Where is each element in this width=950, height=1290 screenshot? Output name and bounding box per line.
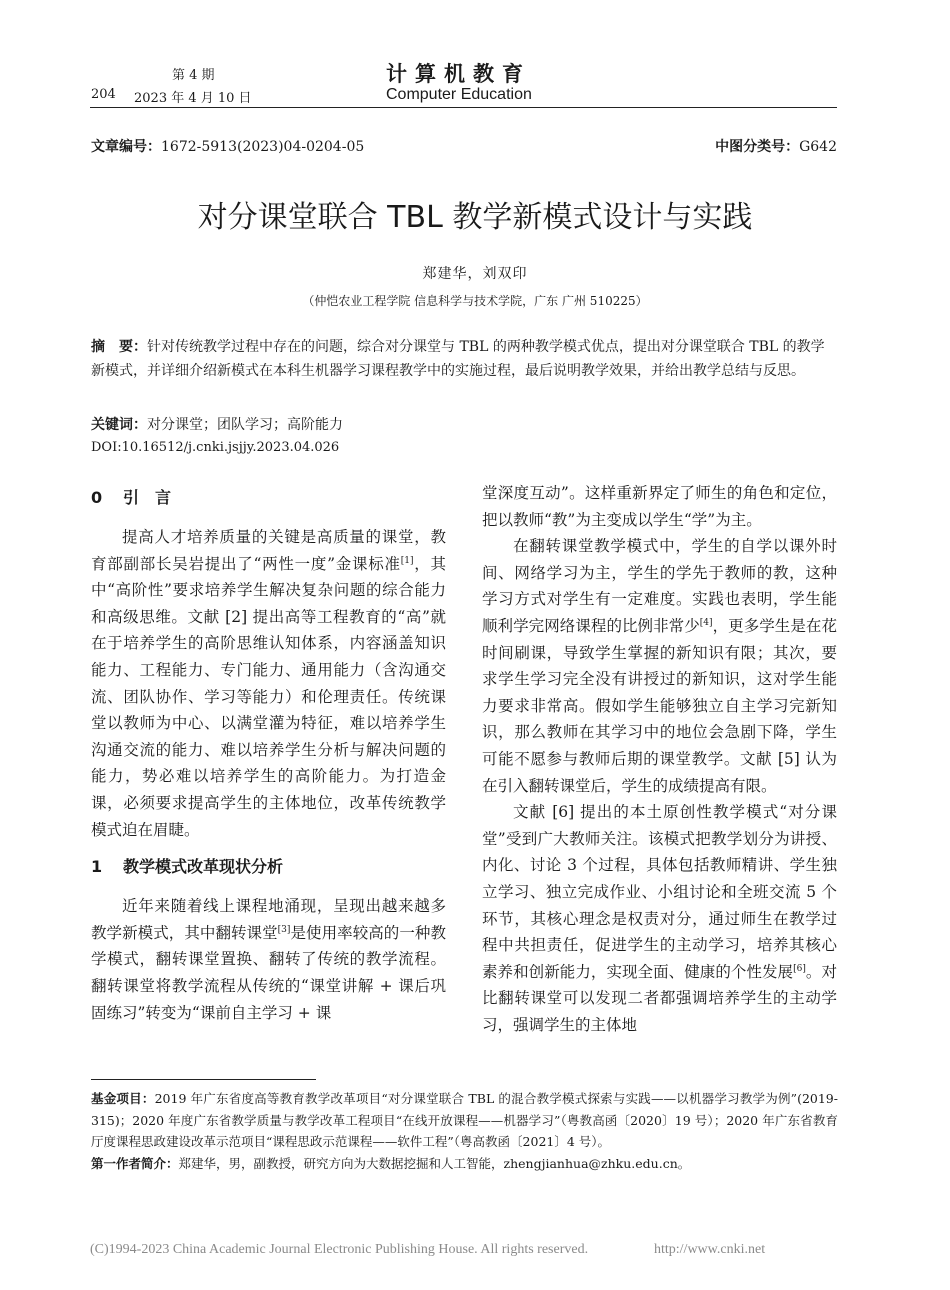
abstract [91, 335, 838, 383]
author-note [91, 1153, 838, 1175]
section-heading-0 [91, 484, 446, 512]
classification-label: 中图分类号： [715, 139, 800, 155]
journal-title-cn: 计算机教育 [386, 62, 531, 86]
section-title: 引 言 [123, 488, 172, 507]
citation: [6] [793, 963, 806, 974]
article-number [91, 136, 364, 156]
header-page-number: 204 [91, 87, 116, 102]
citation: [3] [277, 924, 291, 935]
paragraph-text: 提高人才培养质量的关键是高质量的课堂，教育部副部长吴岩提出了“两性一度”金课标准 [91, 528, 446, 573]
doi: DOI:10.16512/j.cnki.jsjjy.2023.04.026 [91, 440, 340, 455]
paragraph-text: ，其中“高阶性”要求培养学生解决复杂问题的综合能力和高级思维。文献 [2] 提出高等工程教育的“高”就在于培养学生的高阶思维认知体系，内容涵盖知识能力、工程能力、专门能力、通用能力（含沟通交流、团队协作、学习等能力）和伦理责任。传统课堂以教师为中心、以满堂灌为特征，难以培养学生沟通交流的能力、难以培养学生分析与解决问题的能力，势必难以培养学生的高阶能力。为打造金课，必须要求提高学生的主体地位，改革传统教学模式迫在眉睫。 [91, 554, 446, 839]
abstract-label: 摘 要： [91, 339, 147, 355]
section-title: 教学模式改革现状分析 [123, 857, 284, 877]
funding-text: 2019 年广东省度高等教育教学改革项目“对分课堂联合 TBL 的混合教学模式探索与实践——以机器学习教学为例”(2019-315)；2020 年度广东省教学质量与教学改革工程项目“在线开放课程——机器学习”（粤教高函〔2020〕19 号）；2020 年广东省教育厅度课程思政建设改革示范项目“课程思政示范课程——软件工程”（粤高教函〔2021〕4 号）。 [91, 1091, 838, 1149]
paper-authors: 郑建华，刘双印 [422, 266, 528, 282]
paragraph-text: 近年来随着线上课程地涌现，呈现出越来越多教学新模式，其中翻转课堂 [91, 897, 446, 942]
classification-value: G642 [799, 139, 837, 155]
funding-note [91, 1088, 838, 1153]
article-number-value: 1672-5913(2023)04-0204-05 [161, 139, 365, 155]
header-rule [90, 107, 837, 108]
footnote-rule [91, 1079, 316, 1080]
paragraph-text: 是使用率较高的一种教学模式，翻转课堂置换、翻转了传统的教学流程。翻转课堂将教学流程从传统的“课堂讲解 + 课后巩固练习”转变为“课前自主学习 + 课 [91, 923, 446, 1022]
paragraph-text: 在翻转课堂教学模式中，学生的自学以课外时间、网络学习为主，学生的学先于教师的教，这种学习方式对学生有一定难度。实践也表明，学生能顺利学完网络课程的比例非常少 [482, 537, 837, 635]
citation: [4] [699, 617, 713, 628]
article-number-label: 文章编号： [91, 139, 161, 155]
classification-number [715, 136, 837, 156]
paper-title: 对分课堂联合 TBL 教学新模式设计与实践 [197, 200, 753, 235]
author-note-label: 第一作者简介： [91, 1155, 179, 1171]
keywords-text: 对分课堂；团队学习；高阶能力 [147, 417, 343, 433]
paragraph-text: ，更多学生是在花时间刷课，导致学生掌握的新知识有限；其次，要求学生学习完全没有讲授过的新知识，这对学生能力要求非常高。假如学生能够独立自主学习完新知识，那么教师在其学习中的地位会急剧下降，学生可能不愿参与教师后期的课堂教学。文献 [5] 认为在引入翻转课堂后，学生的成绩提高有限。 [482, 616, 837, 795]
section-heading-1 [91, 853, 446, 881]
header-date: 2023 年 4 月 10 日 [134, 91, 252, 106]
paragraph-pad [482, 799, 837, 1038]
footnotes [91, 1088, 838, 1174]
body-column-left [91, 480, 446, 1026]
keywords-label: 关键词： [91, 417, 147, 433]
journal-title-en: Computer Education [386, 86, 532, 103]
paragraph-text: 。对比翻转课堂可以发现二者都强调培养学生的主动学习，强调学生的主体地 [482, 962, 837, 1034]
citation: [1] [400, 555, 414, 566]
copyright-footer: (C)1994-2023 China Academic Journal Electronic Publishing House. All rights reserved. [90, 1242, 589, 1257]
body-column-right [482, 480, 837, 1038]
section-gap [91, 843, 446, 849]
paper-affiliation: （仲恺农业工程学院 信息科学与技术学院，广东 广州 510225） [302, 294, 648, 308]
header-issue: 第 4 期 [172, 68, 215, 83]
paragraph-text: 文献 [6] 提出的本土原创性教学模式“对分课堂”受到广大教师关注。该模式把教学划分为讲授、内化、讨论 3 个过程，具体包括教师精讲、学生独立学习、独立完成作业、小组讨论和全班交流 5 个环节，其核心理念是权责对分，通过师生在教学过程中共担责任，促进学生的主动学习，培养其核心素养和创新能力，实现全面、健康的个性发展 [482, 803, 837, 981]
paragraph-reform [91, 893, 446, 1026]
author-note-text: 郑建华，男，副教授，研究方向为大数据挖掘和人工智能，zhengjianhua@zhku.edu.cn。 [178, 1155, 691, 1171]
paragraph-intro [91, 524, 446, 843]
footer-url[interactable]: http://www.cnki.net [654, 1242, 766, 1257]
section-number: 0 [91, 488, 103, 507]
funding-label: 基金项目： [91, 1091, 155, 1106]
paragraph-flipped [482, 533, 837, 799]
abstract-text: 针对传统教学过程中存在的问题，综合对分课堂与 TBL 的两种教学模式优点，提出对分课堂联合 TBL 的教学新模式，并详细介绍新模式在本科生机器学习课程教学中的实施过程，最后说明教学效果，并给出教学总结与反思。 [91, 339, 825, 379]
keywords [91, 414, 343, 434]
section-number: 1 [91, 857, 103, 877]
paragraph-continued: 堂深度互动”。这样重新界定了师生的角色和定位，把以教师“教”为主变成以学生“学”为主。 [482, 484, 837, 529]
